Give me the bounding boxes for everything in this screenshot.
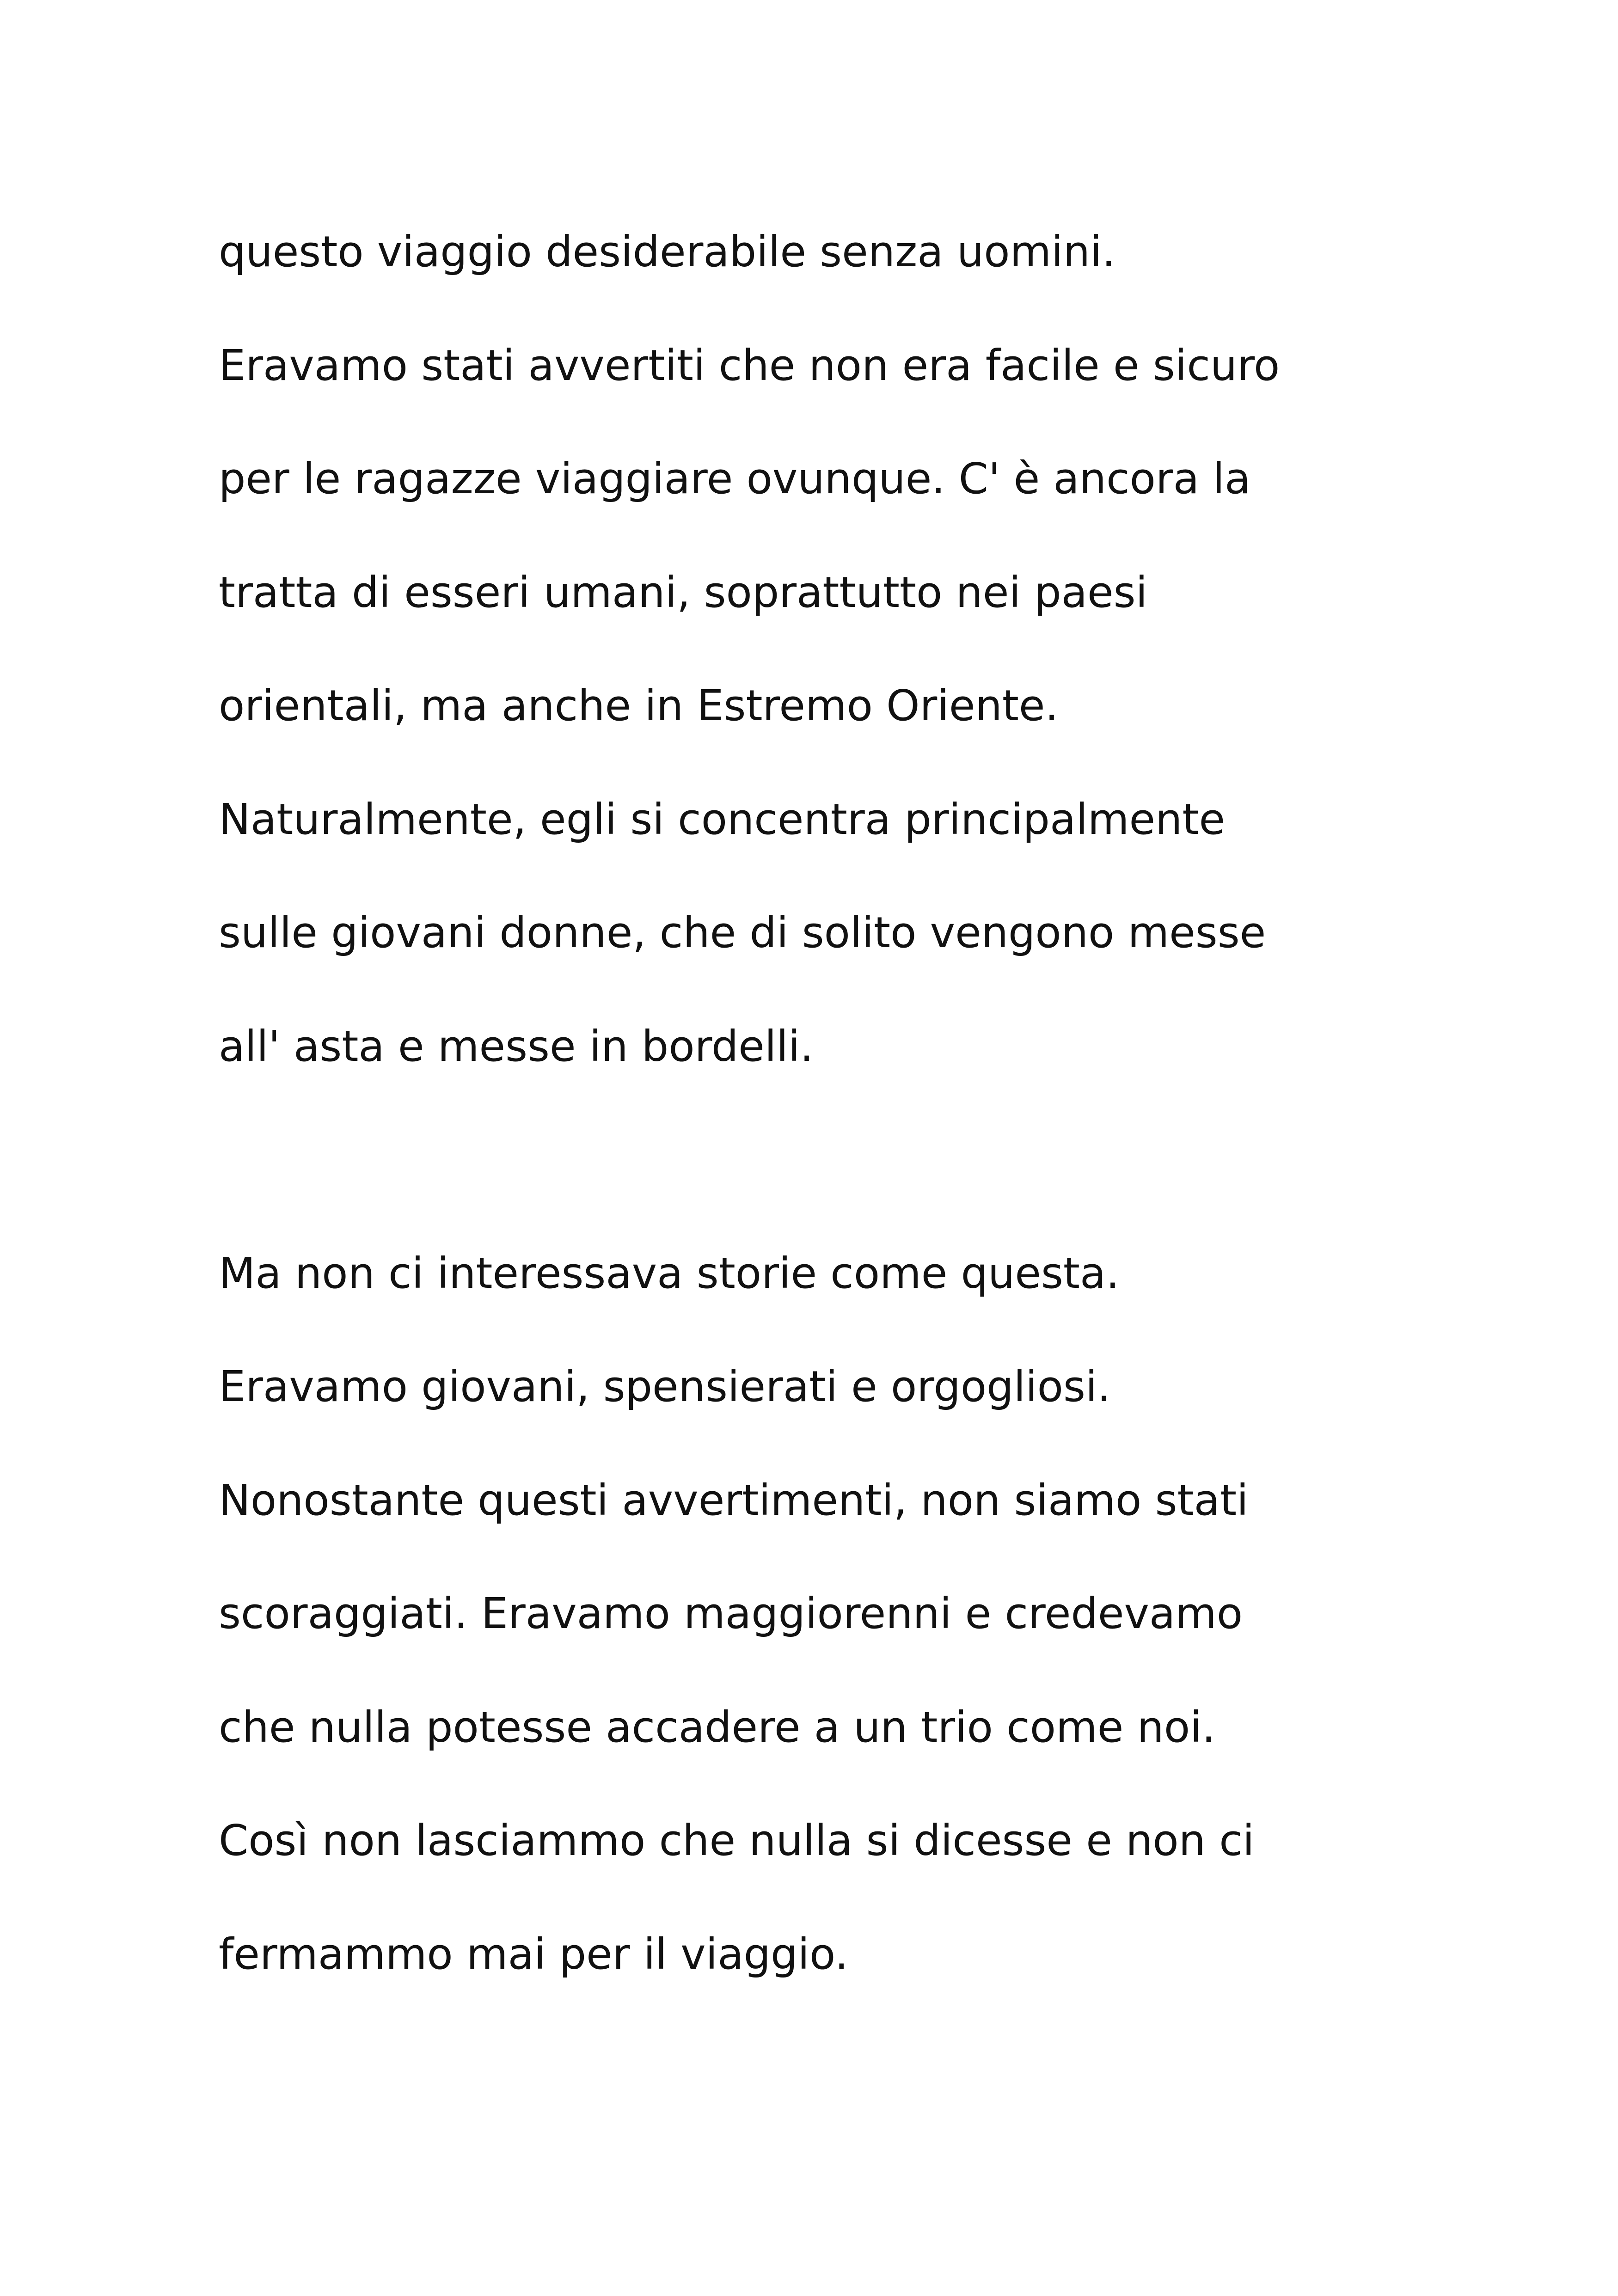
text-line: che nulla potesse accadere a un trio come noi. xyxy=(219,1702,1215,1752)
text-line: per le ragazze viaggiare ovunque. C' è ancora la xyxy=(219,454,1251,503)
text-line: sulle giovani donne, che di solito vengono messe xyxy=(219,908,1266,957)
text-line: Eravamo giovani, spensierati e orgogliosi. xyxy=(219,1362,1111,1411)
text-line: Eravamo stati avvertiti che non era facile e sicuro xyxy=(219,341,1280,390)
text-line: Nonostante questi avvertimenti, non siamo stati xyxy=(219,1476,1249,1525)
text-line: orientali, ma anche in Estremo Oriente. xyxy=(219,681,1059,730)
text-line: Così non lasciammo che nulla si dicesse e non ci xyxy=(219,1816,1255,1865)
text-line: all' asta e messe in bordelli. xyxy=(219,1022,814,1071)
text-line: scoraggiati. Eravamo maggiorenni e credevamo xyxy=(219,1589,1243,1638)
text-line: questo viaggio desiderabile senza uomini. xyxy=(219,227,1115,276)
text-line: fermammo mai per il viaggio. xyxy=(219,1929,848,1979)
text-line: Naturalmente, egli si concentra principalmente xyxy=(219,795,1226,844)
text-line: tratta di esseri umani, soprattutto nei paesi xyxy=(219,568,1148,617)
text-line: Ma non ci interessava storie come questa. xyxy=(219,1249,1120,1298)
